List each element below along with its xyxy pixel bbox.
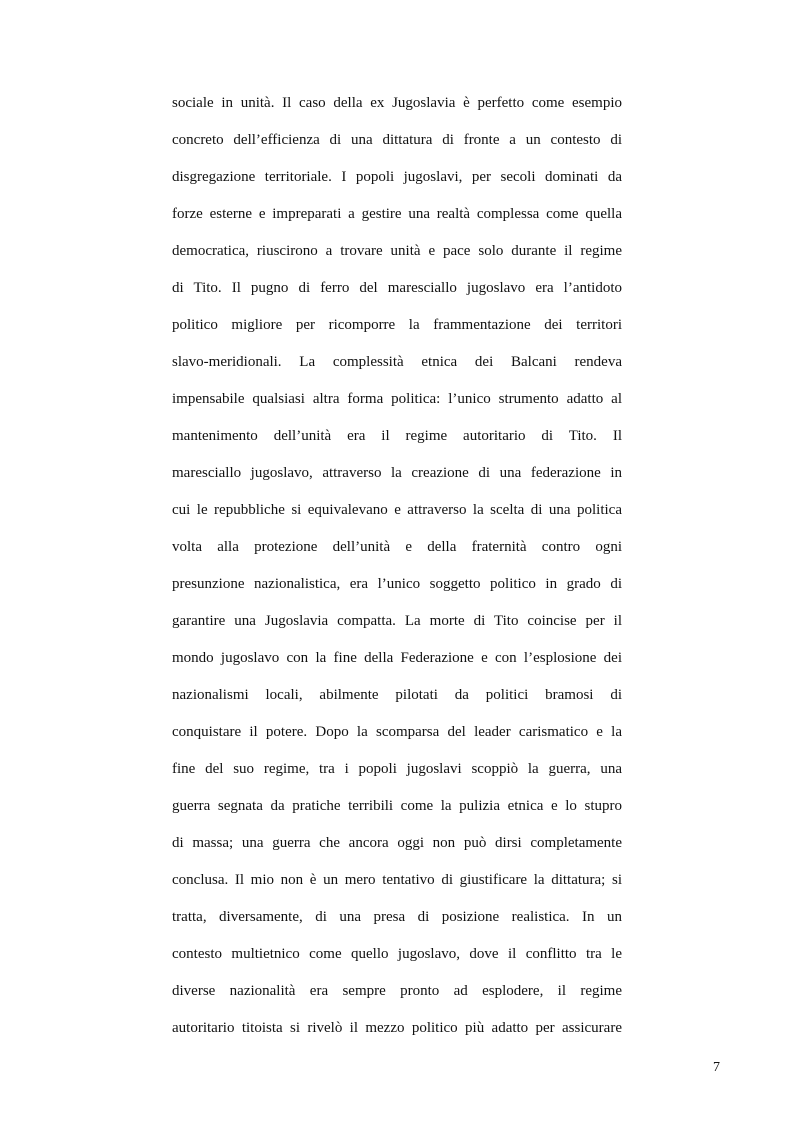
text-line: tratta, diversamente, di una presa di posizione realistica. In un — [172, 909, 622, 925]
text-line: nazionalismi locali, abilmente pilotati da politici bramosi di — [172, 687, 622, 703]
text-line: guerra segnata da pratiche terribili come la pulizia etnica e lo stupro — [172, 798, 622, 814]
text-line: mantenimento dell’unità era il regime autoritario di Tito. Il — [172, 428, 622, 444]
text-line: forze esterne e impreparati a gestire una realtà complessa come quella — [172, 206, 622, 222]
text-line: impensabile qualsiasi altra forma politica: l’unico strumento adatto al — [172, 391, 622, 407]
text-line: conquistare il potere. Dopo la scomparsa del leader carismatico e la — [172, 724, 622, 740]
text-line: democratica, riuscirono a trovare unità e pace solo durante il regime — [172, 243, 622, 259]
text-line: cui le repubbliche si equivalevano e attraverso la scelta di una politica — [172, 502, 622, 518]
text-line: presunzione nazionalistica, era l’unico soggetto politico in grado di — [172, 576, 622, 592]
page-number: 7 — [713, 1060, 720, 1075]
text-line: di Tito. Il pugno di ferro del maresciallo jugoslavo era l’antidoto — [172, 280, 622, 296]
text-line: maresciallo jugoslavo, attraverso la creazione di una federazione in — [172, 465, 622, 481]
text-line: volta alla protezione dell’unità e della fraternità contro ogni — [172, 539, 622, 555]
text-line: diverse nazionalità era sempre pronto ad esplodere, il regime — [172, 983, 622, 999]
text-line: mondo jugoslavo con la fine della Federazione e con l’esplosione dei — [172, 650, 622, 666]
text-line: di massa; una guerra che ancora oggi non può dirsi completamente — [172, 835, 622, 851]
body-text — [172, 92, 622, 1054]
text-line: slavo-meridionali. La complessità etnica dei Balcani rendeva — [172, 354, 622, 370]
text-line: concreto dell’efficienza di una dittatura di fronte a un contesto di — [172, 132, 622, 148]
text-line: politico migliore per ricomporre la frammentazione dei territori — [172, 317, 622, 333]
text-line: autoritario titoista si rivelò il mezzo politico più adatto per assicurare — [172, 1020, 622, 1036]
text-line: fine del suo regime, tra i popoli jugoslavi scoppiò la guerra, una — [172, 761, 622, 777]
text-line: disgregazione territoriale. I popoli jugoslavi, per secoli dominati da — [172, 169, 622, 185]
text-line: contesto multietnico come quello jugoslavo, dove il conflitto tra le — [172, 946, 622, 962]
text-line: sociale in unità. Il caso della ex Jugoslavia è perfetto come esempio — [172, 95, 622, 111]
text-line: garantire una Jugoslavia compatta. La morte di Tito coincise per il — [172, 613, 622, 629]
text-line: conclusa. Il mio non è un mero tentativo di giustificare la dittatura; si — [172, 872, 622, 888]
